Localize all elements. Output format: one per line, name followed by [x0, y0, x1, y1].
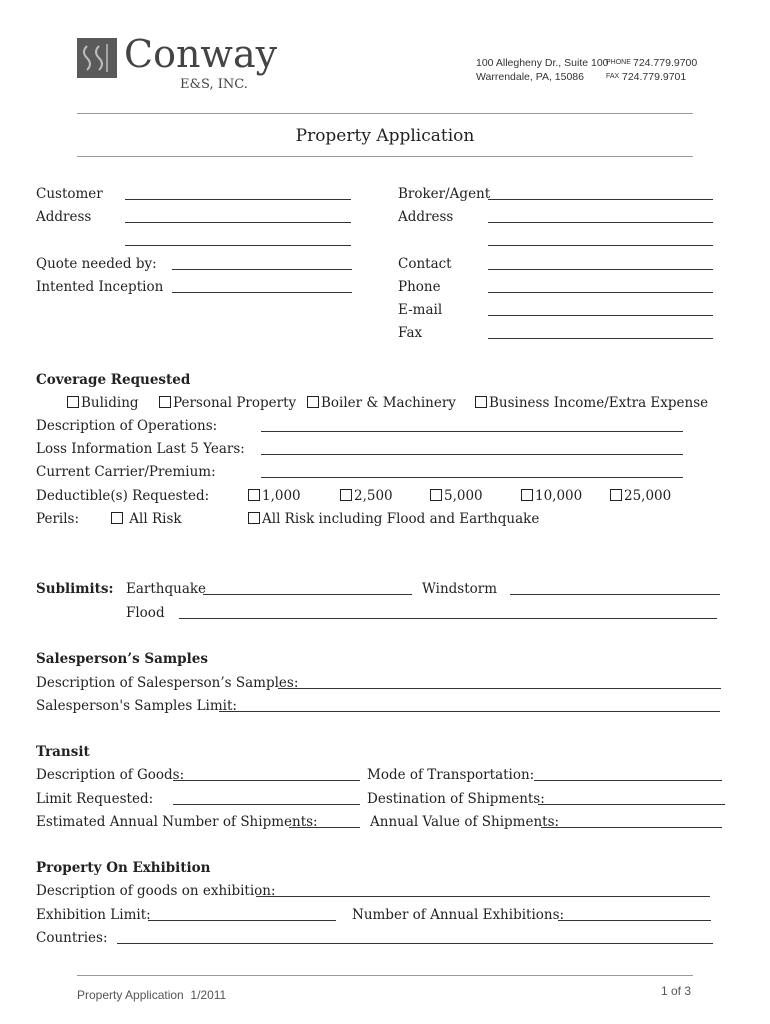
loss-info-label: Loss Information Last 5 Years:: [36, 441, 245, 457]
exhibition-limit-label: Exhibition Limit:: [36, 907, 151, 923]
checkbox[interactable]: [248, 489, 260, 501]
exhibition-number-label: Number of Annual Exhibitions:: [352, 907, 565, 923]
company-logo: [77, 38, 117, 78]
email-label: E-mail: [398, 302, 443, 318]
peril-all-risk[interactable]: All Risk: [111, 511, 182, 527]
deductible-1000[interactable]: 1,000: [248, 488, 301, 504]
phone-label: PHONE: [606, 59, 631, 66]
divider-top: [77, 113, 693, 114]
option-building[interactable]: Buliding: [67, 395, 139, 411]
mode-label: Mode of Transportation:: [367, 767, 535, 783]
customer-label: Customer: [36, 186, 103, 202]
carrier-label: Current Carrier/Premium:: [36, 464, 216, 480]
checkbox[interactable]: [248, 512, 260, 524]
divider-footer: [77, 975, 693, 976]
earthquake-label: Earthquake: [126, 581, 207, 597]
page-title: Property Application: [295, 126, 475, 146]
windstorm-field[interactable]: [510, 594, 720, 595]
samples-limit-field[interactable]: [219, 711, 720, 712]
address-right-field-2[interactable]: [488, 245, 713, 246]
annual-value-field[interactable]: [541, 827, 722, 828]
desc-goods-label: Description of Goods:: [36, 767, 185, 783]
checkbox[interactable]: [111, 512, 123, 524]
checkbox[interactable]: [610, 489, 622, 501]
samples-heading: Salesperson’s Samples: [36, 651, 208, 667]
email-field[interactable]: [488, 315, 713, 316]
option-boiler[interactable]: Boiler & Machinery: [307, 395, 456, 411]
address-line1: 100 Allegheny Dr., Suite 100: [476, 57, 609, 69]
coverage-heading: Coverage Requested: [36, 372, 191, 388]
divider-title: [77, 156, 693, 157]
customer-field[interactable]: [125, 199, 351, 200]
limit-requested-field[interactable]: [173, 804, 360, 805]
num-shipments-field[interactable]: [289, 827, 360, 828]
num-shipments-label: Estimated Annual Number of Shipments:: [36, 814, 318, 830]
destination-label: Destination of Shipments:: [367, 791, 545, 807]
checkbox[interactable]: [340, 489, 352, 501]
destination-field[interactable]: [538, 804, 725, 805]
address-line2: Warrendale, PA, 15086: [476, 71, 584, 83]
countries-field[interactable]: [117, 943, 713, 944]
address-right-label: Address: [398, 209, 454, 225]
carrier-field[interactable]: [261, 477, 683, 478]
deductible-2500[interactable]: 2,500: [340, 488, 393, 504]
exhibition-limit-field[interactable]: [148, 920, 336, 921]
exhibition-desc-label: Description of goods on exhibition:: [36, 883, 276, 899]
exhibition-desc-field[interactable]: [256, 896, 710, 897]
flood-field[interactable]: [179, 618, 717, 619]
limit-requested-label: Limit Requested:: [36, 791, 154, 807]
deductibles-label: Deductible(s) Requested:: [36, 488, 210, 504]
windstorm-label: Windstorm: [422, 581, 498, 597]
perils-label: Perils:: [36, 511, 80, 527]
peril-all-risk-flood[interactable]: All Risk including Flood and Earthquake: [248, 511, 539, 527]
desc-ops-label: Description of Operations:: [36, 418, 218, 434]
fax-field[interactable]: [488, 338, 713, 339]
desc-goods-field[interactable]: [173, 780, 360, 781]
phone-field[interactable]: [488, 292, 713, 293]
address-left-field-2[interactable]: [125, 245, 351, 246]
checkbox[interactable]: [159, 396, 171, 408]
address-right-field[interactable]: [488, 222, 713, 223]
exhibition-number-field[interactable]: [558, 920, 711, 921]
checkbox[interactable]: [430, 489, 442, 501]
checkbox[interactable]: [307, 396, 319, 408]
broker-field[interactable]: [488, 199, 713, 200]
sublimits-heading: Sublimits:: [36, 581, 114, 597]
samples-limit-label: Salesperson's Samples Limit:: [36, 698, 237, 714]
footer-page-number: 1 of 3: [661, 984, 692, 998]
checkbox[interactable]: [67, 396, 79, 408]
phone-field-label: Phone: [398, 279, 441, 295]
deductible-10000[interactable]: 10,000: [521, 488, 582, 504]
checkbox[interactable]: [521, 489, 533, 501]
countries-label: Countries:: [36, 930, 108, 946]
samples-desc-field[interactable]: [278, 688, 721, 689]
fax-label: FAX: [606, 73, 620, 80]
deductible-25000[interactable]: 25,000: [610, 488, 671, 504]
quote-needed-label: Quote needed by:: [36, 256, 157, 272]
samples-desc-label: Description of Salesperson’s Samples:: [36, 675, 299, 691]
exhibition-heading: Property On Exhibition: [36, 860, 211, 876]
inception-label: Intented Inception: [36, 279, 164, 295]
contact-label: Contact: [398, 256, 452, 272]
quote-needed-field[interactable]: [172, 269, 352, 270]
fax-value: 724.779.9701: [622, 71, 687, 83]
fax-field-label: Fax: [398, 325, 423, 341]
company-name: Conway: [124, 32, 278, 76]
annual-value-label: Annual Value of Shipments:: [370, 814, 560, 830]
address-left-field[interactable]: [125, 222, 351, 223]
contact-field[interactable]: [488, 269, 713, 270]
mode-field[interactable]: [534, 780, 722, 781]
deductible-5000[interactable]: 5,000: [430, 488, 483, 504]
address-left-label: Address: [36, 209, 92, 225]
transit-heading: Transit: [36, 744, 90, 760]
desc-ops-field[interactable]: [261, 431, 683, 432]
company-sub: E&S, INC.: [180, 77, 248, 92]
inception-field[interactable]: [172, 292, 352, 293]
loss-info-field[interactable]: [261, 454, 683, 455]
option-business-income[interactable]: Business Income/Extra Expense: [475, 395, 708, 411]
checkbox[interactable]: [475, 396, 487, 408]
option-personal-property[interactable]: Personal Property: [159, 395, 296, 411]
phone-value: 724.779.9700: [633, 57, 698, 69]
footer-form-id: Property Application 1/2011: [77, 988, 227, 1002]
earthquake-field[interactable]: [203, 594, 412, 595]
flood-label: Flood: [126, 605, 165, 621]
broker-label: Broker/Agent: [398, 186, 491, 202]
logo-mark-icon: [77, 38, 117, 78]
